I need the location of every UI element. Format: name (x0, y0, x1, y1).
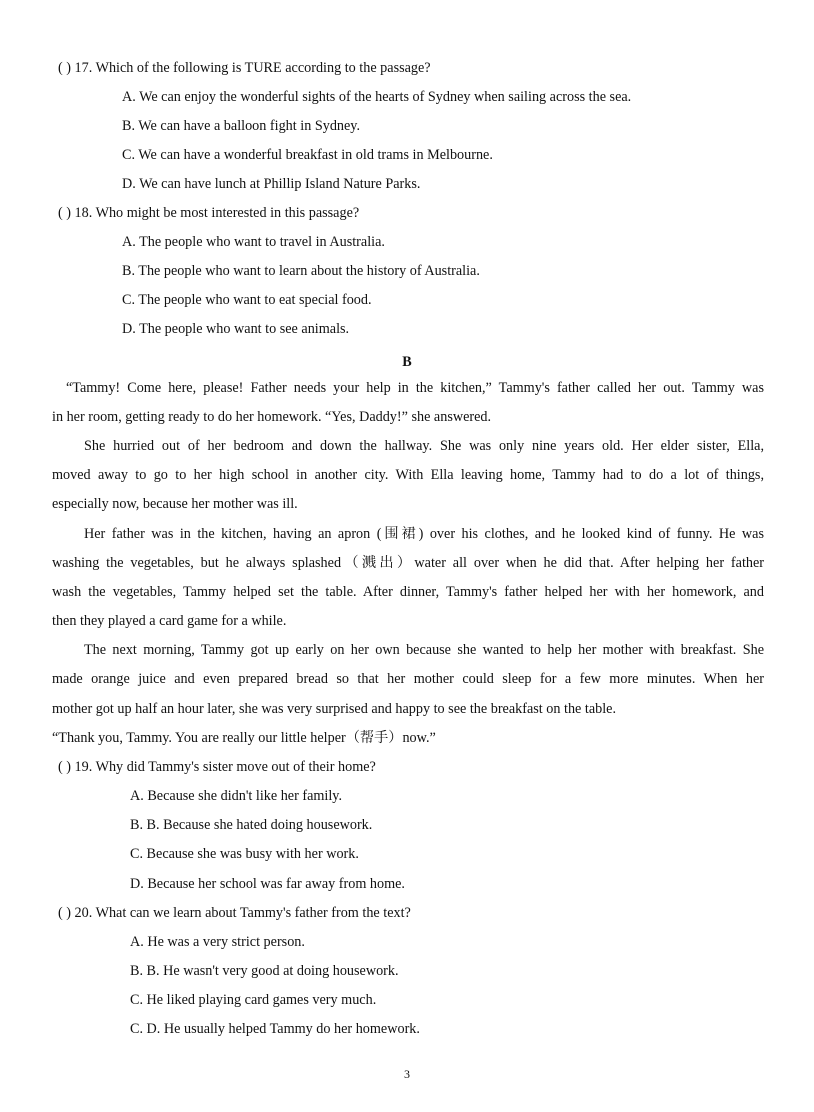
question-19-stem: ( ) 19. Why did Tammy's sister move out of their home? (58, 759, 376, 775)
question-18-option-c: C. The people who want to eat special food. (122, 292, 372, 308)
question-18-option-a: A. The people who want to travel in Australia. (122, 234, 385, 250)
question-20-option-b: B. B. He wasn't very good at doing housework. (130, 963, 399, 979)
passage-line: Her father was in the kitchen, having an apron (围裙) over his clothes, and he looked kind of funny. He was (84, 526, 764, 542)
question-20-option-a: A. He was a very strict person. (130, 934, 305, 950)
passage-line: made orange juice and even prepared bread so that her mother could sleep for a few more minutes. When her (52, 671, 764, 687)
question-17-option-c: C. We can have a wonderful breakfast in old trams in Melbourne. (122, 147, 493, 163)
question-17-option-d: D. We can have lunch at Phillip Island Nature Parks. (122, 176, 421, 192)
passage-line: moved away to go to her high school in another city. With Ella leaving home, Tammy had to do a lot of things, (52, 467, 764, 483)
passage-line: “Thank you, Tammy. You are really our little helper（帮手）now.” (52, 730, 436, 746)
section-b-heading: B (402, 354, 412, 370)
question-20-option-c: C. He liked playing card games very much. (130, 992, 377, 1008)
passage-line: “Tammy! Come here, please! Father needs your help in the kitchen,” Tammy's father called her out. Tammy was (66, 380, 764, 396)
question-19-option-b: B. B. Because she hated doing housework. (130, 817, 373, 833)
passage-line: then they played a card game for a while. (52, 613, 287, 629)
question-19-option-d: D. Because her school was far away from home. (130, 876, 405, 892)
passage-line: especially now, because her mother was ill. (52, 496, 298, 512)
passage-line: wash the vegetables, Tammy helped set the table. After dinner, Tammy's father helped her with her homework, and (52, 584, 764, 600)
passage-line: mother got up half an hour later, she was very surprised and happy to see the breakfast on the table. (52, 701, 616, 717)
question-19-option-a: A. Because she didn't like her family. (130, 788, 343, 804)
passage-line: washing the vegetables, but he always splashed（溅出）water all over when he did that. After helping her father (52, 555, 764, 571)
question-20-option-d: C. D. He usually helped Tammy do her homework. (130, 1021, 420, 1037)
question-20-stem: ( ) 20. What can we learn about Tammy's father from the text? (58, 905, 411, 921)
question-18-option-d: D. The people who want to see animals. (122, 321, 350, 337)
question-17-stem: ( ) 17. Which of the following is TURE according to the passage? (58, 60, 431, 76)
question-17-option-b: B. We can have a balloon fight in Sydney. (122, 118, 361, 134)
passage-line: The next morning, Tammy got up early on her own because she wanted to help her mother with breakfast. She (84, 642, 764, 658)
passage-line: She hurried out of her bedroom and down the hallway. She was only nine years old. Her elder sister, Ella, (84, 438, 764, 454)
question-19-option-c: C. Because she was busy with her work. (130, 846, 359, 862)
question-18-option-b: B. The people who want to learn about the history of Australia. (122, 263, 480, 279)
passage-line: in her room, getting ready to do her homework. “Yes, Daddy!” she answered. (52, 409, 492, 425)
question-18-stem: ( ) 18. Who might be most interested in this passage? (58, 205, 360, 221)
question-17-option-a: A. We can enjoy the wonderful sights of the hearts of Sydney when sailing across the sea. (122, 89, 632, 105)
page-number: 3 (404, 1067, 410, 1081)
